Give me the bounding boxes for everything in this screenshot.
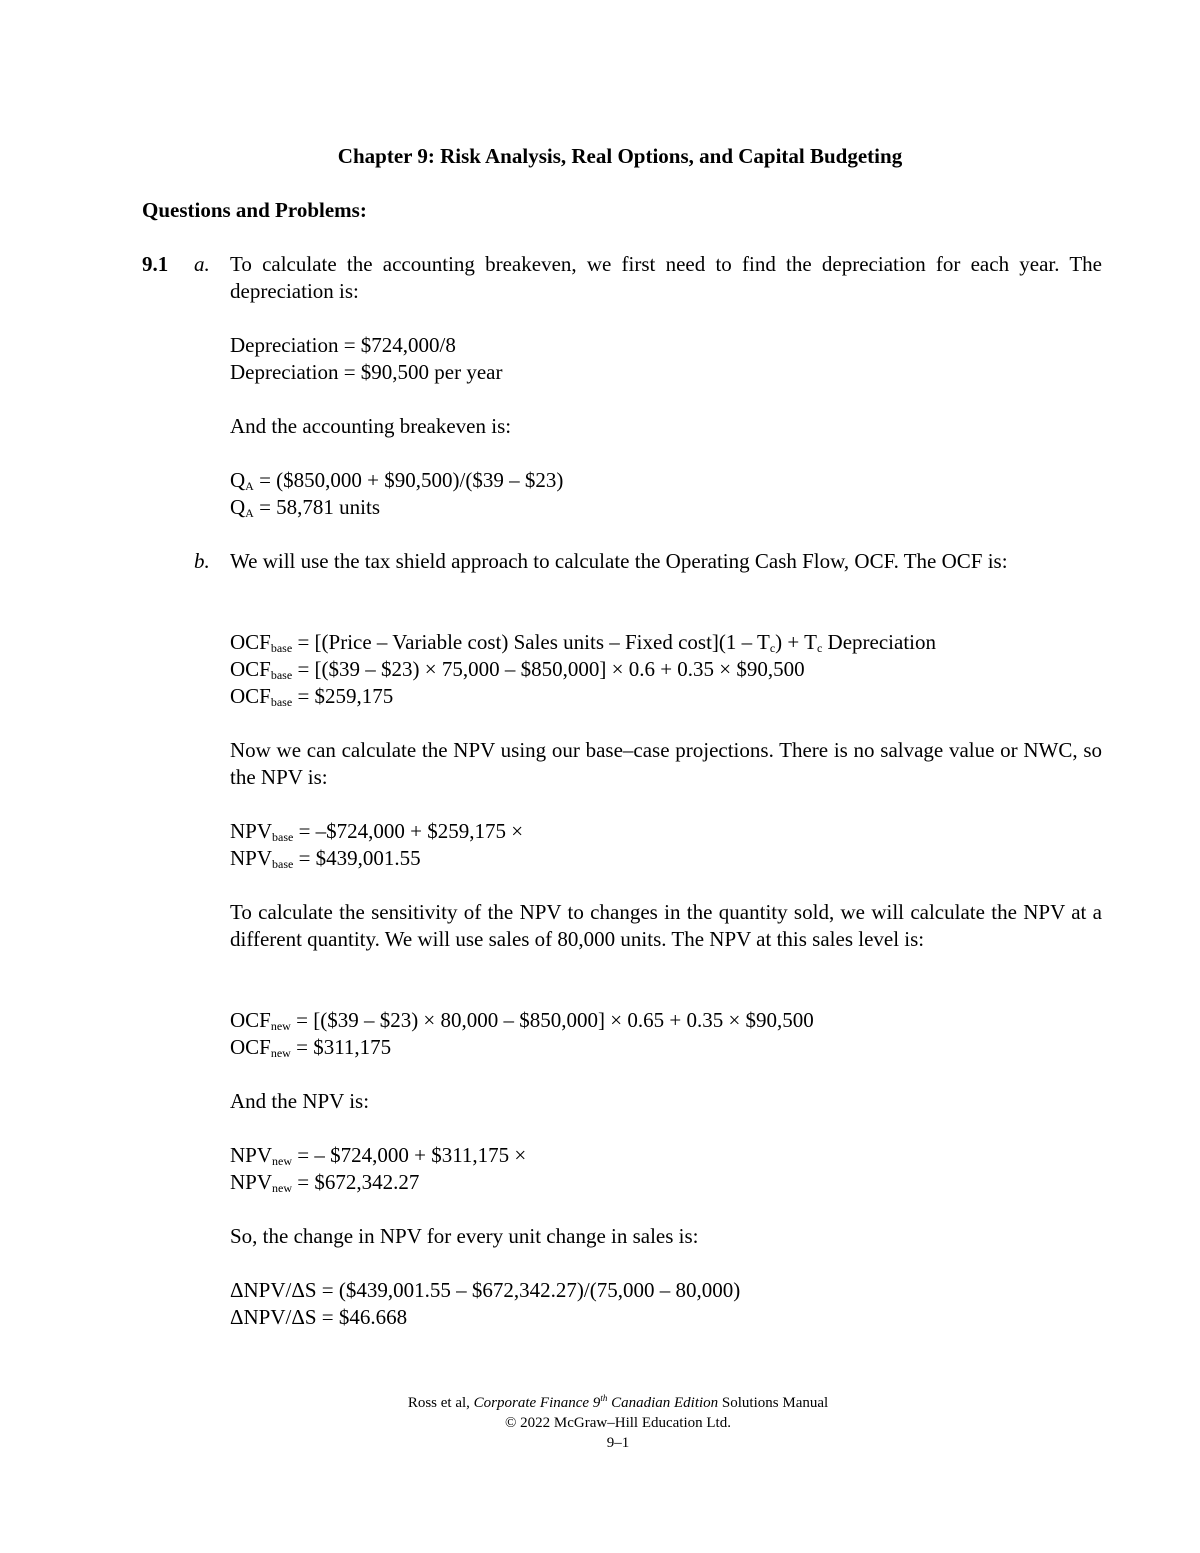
depreciation-line-2: Depreciation = $90,500 per year <box>230 360 503 384</box>
ocf-symbol: OCF <box>230 684 271 708</box>
ocf-formula-c: Depreciation <box>822 630 936 654</box>
footer-citation <box>0 1393 1200 1413</box>
sensitivity-intro-text: To calculate the sensitivity of the NPV to changes in the quantity sold, we will calculate the NPV at a different quantity. We will use sales of 80,000 units. The NPV at this sales level is: <box>230 900 1102 951</box>
footer-book-name: Corporate Finance 9 <box>473 1395 601 1411</box>
breakeven-intro-text: And the accounting breakeven is: <box>230 414 512 438</box>
delta-calc <box>230 1277 1102 1331</box>
ocf-base-values: = [($39 – $23) × 75,000 – $850,000] × 0.6 + 0.35 × $90,500 <box>292 657 805 681</box>
new-subscript: new <box>270 1046 291 1060</box>
npv-symbol: NPV <box>230 1170 273 1194</box>
sensitivity-intro <box>230 899 1102 953</box>
problem-number: 9.1 <box>142 252 169 276</box>
ocf-formula-b: ) + T <box>775 630 817 654</box>
section-heading: Questions and Problems: <box>142 198 367 222</box>
ocf-new-formula: = [($39 – $23) × 80,000 – $850,000] × 0.65 + 0.35 × $90,500 <box>290 1008 814 1032</box>
qa-formula: = ($850,000 + $90,500)/($39 – $23) <box>253 468 564 492</box>
new-subscript: new <box>270 1019 291 1033</box>
ocf-symbol: OCF <box>230 630 271 654</box>
qa-line-2 <box>230 494 1102 521</box>
ocf-new-line-2 <box>230 1034 1102 1061</box>
tc-subscript: c <box>816 641 823 655</box>
qa-symbol: Q <box>230 468 246 492</box>
footer-edition: Canadian Edition <box>607 1395 719 1411</box>
npv-symbol: NPV <box>230 819 273 843</box>
page-footer <box>0 1393 1200 1453</box>
delta-line-2: ΔNPV/ΔS = $46.668 <box>230 1305 408 1329</box>
qa-subscript: A <box>245 479 254 493</box>
npv-base-calc <box>230 818 1102 872</box>
part-b-intro-text: We will use the tax shield approach to calculate the Operating Cash Flow, OCF. The OCF is: <box>230 549 1008 573</box>
new-subscript: new <box>272 1154 293 1168</box>
delta-line-1: ΔNPV/ΔS = ($439,001.55 – $672,342.27)/(75,000 – 80,000) <box>230 1278 741 1302</box>
npv-new-line-1 <box>230 1142 1102 1169</box>
base-subscript: base <box>270 668 293 682</box>
part-a-intro-text: To calculate the accounting breakeven, we first need to find the depreciation for each year. The depreciation is: <box>230 252 1102 303</box>
ocf-symbol: OCF <box>230 1035 271 1059</box>
ocf-base-line-1 <box>230 629 1102 656</box>
ocf-base-line-3 <box>230 683 1102 710</box>
npv-symbol: NPV <box>230 846 273 870</box>
change-intro <box>230 1223 1102 1250</box>
part-b-letter: b. <box>194 549 210 573</box>
chapter-title: Chapter 9: Risk Analysis, Real Options, and Capital Budgeting <box>337 144 903 168</box>
base-subscript: base <box>272 857 294 871</box>
npv-symbol: NPV <box>230 1143 273 1167</box>
base-subscript: base <box>272 830 294 844</box>
qa-subscript: A <box>245 506 254 520</box>
footer-copyright: © 2022 McGraw–Hill Education Ltd. <box>505 1415 731 1431</box>
npv-new-intro <box>230 1088 1102 1115</box>
ocf-new-line-1 <box>230 1007 1102 1034</box>
tc-subscript: c <box>769 641 776 655</box>
ocf-formula-a: = [(Price – Variable cost) Sales units – Fixed cost](1 – T <box>292 630 770 654</box>
ocf-base-result: = $259,175 <box>292 684 394 708</box>
npv-intro-text: Now we can calculate the NPV using our base–case projections. There is no salvage value or NWC, so the NPV is: <box>230 738 1102 789</box>
footer-authors: Ross et al, <box>407 1395 474 1411</box>
npv-base-formula: = –$724,000 + $259,175 × <box>293 819 524 843</box>
ocf-symbol: OCF <box>230 1008 271 1032</box>
footer-book-title <box>474 1395 719 1411</box>
npv-new-result: = $672,342.27 <box>292 1170 420 1194</box>
ocf-symbol: OCF <box>230 657 271 681</box>
qa-result: = 58,781 units <box>253 495 381 519</box>
new-subscript: new <box>272 1181 293 1195</box>
part-a-intro <box>230 251 1102 305</box>
base-subscript: base <box>270 695 293 709</box>
depreciation-calc <box>230 332 1102 386</box>
npv-new-calc <box>230 1142 1102 1196</box>
npv-base-line-1 <box>230 818 1102 845</box>
footer-page-number: 9–1 <box>606 1435 630 1451</box>
part-b-intro <box>230 548 1102 575</box>
qa-line-1 <box>230 467 1102 494</box>
breakeven-intro <box>230 413 1102 440</box>
npv-new-formula: = – $724,000 + $311,175 × <box>292 1143 527 1167</box>
npv-base-line-2 <box>230 845 1102 872</box>
ocf-new-calc <box>230 1007 1102 1061</box>
change-intro-text: So, the change in NPV for every unit change in sales is: <box>230 1224 699 1248</box>
base-subscript: base <box>270 641 293 655</box>
footer-manual: Solutions Manual <box>718 1395 829 1411</box>
npv-new-intro-text: And the NPV is: <box>230 1089 370 1113</box>
part-a-letter: a. <box>194 252 210 276</box>
ocf-base-line-2 <box>230 656 1102 683</box>
depreciation-line-1: Depreciation = $724,000/8 <box>230 333 456 357</box>
ocf-new-result: = $311,175 <box>290 1035 392 1059</box>
npv-base-result: = $439,001.55 <box>293 846 421 870</box>
qa-symbol: Q <box>230 495 246 519</box>
ocf-base-calc <box>230 629 1102 710</box>
npv-new-line-2 <box>230 1169 1102 1196</box>
breakeven-calc <box>230 467 1102 521</box>
footer-edition-sup: th <box>600 1393 608 1403</box>
npv-intro <box>230 737 1102 791</box>
